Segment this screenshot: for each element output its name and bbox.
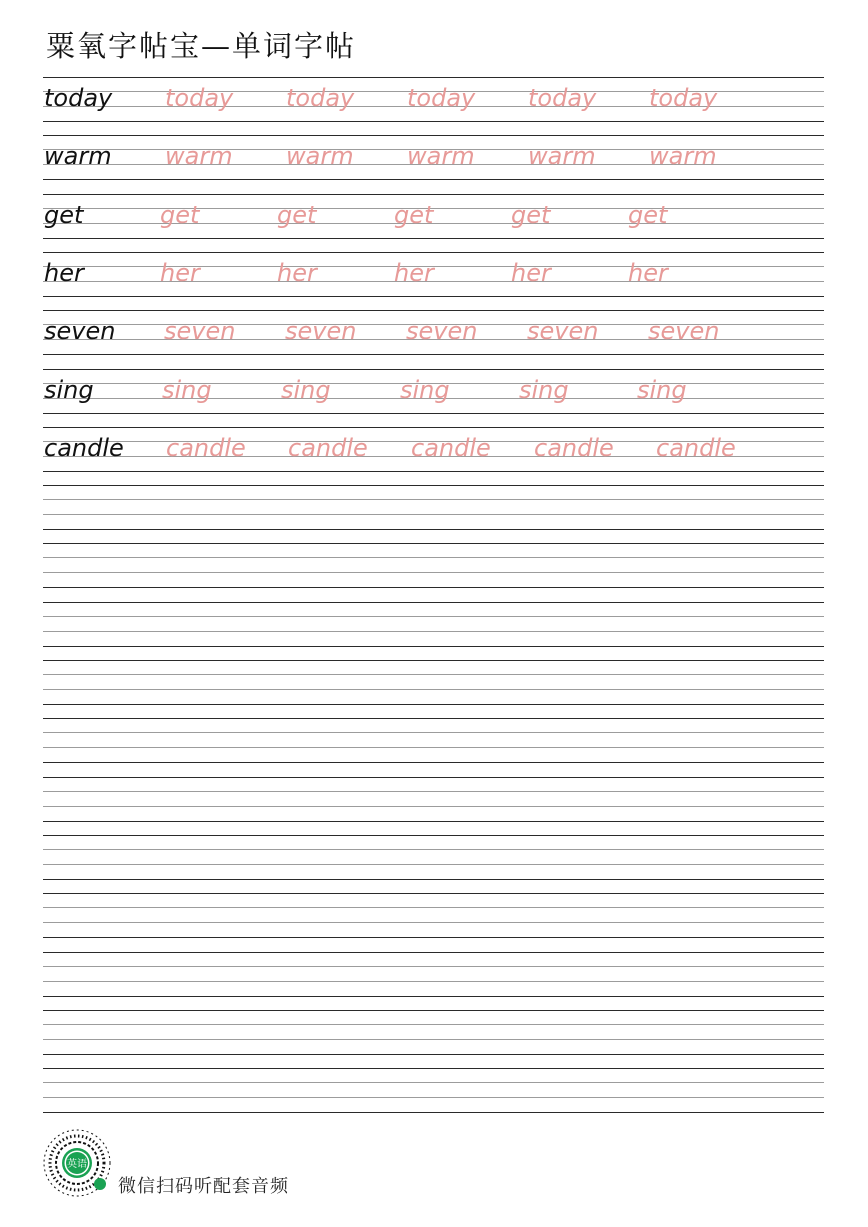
rule-line-base bbox=[43, 514, 824, 515]
rule-line-base bbox=[43, 922, 824, 923]
word-row bbox=[43, 427, 824, 471]
rule-line-top bbox=[43, 369, 824, 370]
trace-word: sing bbox=[400, 375, 450, 404]
word-row bbox=[43, 135, 824, 179]
word-row bbox=[43, 194, 824, 238]
rule-line-base bbox=[43, 806, 824, 807]
rule-line-bot bbox=[43, 238, 824, 239]
rule-line-bot bbox=[43, 296, 824, 297]
rule-line-bot bbox=[43, 879, 824, 880]
rule-line-top bbox=[43, 1068, 824, 1069]
blank-practice-row bbox=[43, 835, 824, 879]
trace-word: candle bbox=[656, 433, 736, 462]
rule-line-top bbox=[43, 718, 824, 719]
word-row bbox=[43, 369, 824, 413]
rule-line-top bbox=[43, 135, 824, 136]
trace-word: today bbox=[407, 84, 476, 112]
rule-line-base bbox=[43, 572, 824, 573]
practice-sheet bbox=[43, 77, 824, 1117]
trace-word: warm bbox=[165, 142, 233, 171]
rule-line-top bbox=[43, 893, 824, 894]
word-row bbox=[43, 310, 824, 354]
rule-line-base bbox=[43, 747, 824, 748]
trace-word: get bbox=[628, 200, 668, 229]
trace-word: today bbox=[649, 84, 718, 112]
trace-word: today bbox=[165, 84, 234, 112]
rule-line-top bbox=[43, 485, 824, 486]
blank-practice-row bbox=[43, 543, 824, 587]
trace-word: candle bbox=[411, 433, 491, 462]
trace-word: seven bbox=[164, 317, 236, 346]
trace-word: get bbox=[394, 200, 434, 229]
trace-word: today bbox=[286, 84, 355, 112]
blank-practice-row bbox=[43, 1068, 824, 1112]
rule-line-bot bbox=[43, 646, 824, 647]
blank-practice-row bbox=[43, 602, 824, 646]
rule-line-mid bbox=[43, 732, 824, 733]
trace-word: candle bbox=[166, 433, 246, 462]
trace-word: get bbox=[511, 200, 551, 229]
trace-word: candle bbox=[534, 433, 614, 462]
word-row bbox=[43, 77, 824, 121]
rule-line-base bbox=[43, 864, 824, 865]
rule-line-bot bbox=[43, 413, 824, 414]
trace-word: warm bbox=[649, 142, 717, 171]
rule-line-bot bbox=[43, 354, 824, 355]
model-word: sing bbox=[44, 375, 94, 404]
rule-line-base bbox=[43, 689, 824, 690]
trace-word: warm bbox=[528, 142, 596, 171]
rule-line-bot bbox=[43, 996, 824, 997]
model-word: seven bbox=[44, 317, 116, 346]
rule-line-base bbox=[43, 1097, 824, 1098]
trace-word: today bbox=[528, 84, 597, 112]
rule-line-mid bbox=[43, 1024, 824, 1025]
rule-line-bot bbox=[43, 821, 824, 822]
trace-word: her bbox=[511, 258, 551, 287]
rule-line-mid bbox=[43, 557, 824, 558]
rule-line-mid bbox=[43, 499, 824, 500]
rule-line-bot bbox=[43, 762, 824, 763]
rule-line-bot bbox=[43, 1054, 824, 1055]
trace-word: sing bbox=[637, 375, 687, 404]
trace-word: seven bbox=[406, 317, 478, 346]
trace-word: seven bbox=[648, 317, 720, 346]
blank-practice-row bbox=[43, 1010, 824, 1054]
rule-line-mid bbox=[43, 907, 824, 908]
qr-code[interactable] bbox=[42, 1128, 112, 1198]
rule-line-bot bbox=[43, 704, 824, 705]
trace-word: get bbox=[160, 200, 200, 229]
trace-word: her bbox=[277, 258, 317, 287]
model-word: her bbox=[44, 258, 84, 287]
trace-word: her bbox=[394, 258, 434, 287]
rule-line-base bbox=[43, 631, 824, 632]
trace-word: her bbox=[628, 258, 668, 287]
trace-word: candle bbox=[288, 433, 368, 462]
rule-line-mid bbox=[43, 1082, 824, 1083]
blank-practice-row bbox=[43, 893, 824, 937]
blank-practice-row bbox=[43, 718, 824, 762]
rule-line-bot bbox=[43, 587, 824, 588]
blank-practice-row bbox=[43, 952, 824, 996]
trace-word: sing bbox=[281, 375, 331, 404]
trace-word: sing bbox=[162, 375, 212, 404]
blank-practice-row bbox=[43, 660, 824, 704]
rule-line-mid bbox=[43, 849, 824, 850]
rule-line-base bbox=[43, 981, 824, 982]
trace-word: warm bbox=[407, 142, 475, 171]
rule-line-bot bbox=[43, 937, 824, 938]
rule-line-top bbox=[43, 602, 824, 603]
trace-word: seven bbox=[285, 317, 357, 346]
rule-line-mid bbox=[43, 791, 824, 792]
rule-line-top bbox=[43, 252, 824, 253]
rule-line-mid bbox=[43, 966, 824, 967]
rule-line-bot bbox=[43, 121, 824, 122]
trace-word: her bbox=[160, 258, 200, 287]
rule-line-top bbox=[43, 543, 824, 544]
rule-line-bot bbox=[43, 1112, 824, 1113]
rule-line-mid bbox=[43, 674, 824, 675]
rule-line-top bbox=[43, 77, 824, 78]
footer-caption: 微信扫码听配套音频 bbox=[118, 1176, 289, 1197]
rule-line-top bbox=[43, 310, 824, 311]
qr-badge-text: 英语 bbox=[67, 1159, 87, 1170]
rule-line-bot bbox=[43, 529, 824, 530]
rule-line-top bbox=[43, 835, 824, 836]
trace-word: warm bbox=[286, 142, 354, 171]
rule-line-top bbox=[43, 777, 824, 778]
trace-word: sing bbox=[519, 375, 569, 404]
rule-line-top bbox=[43, 660, 824, 661]
rule-line-top bbox=[43, 1010, 824, 1011]
word-row bbox=[43, 252, 824, 296]
rule-line-mid bbox=[43, 616, 824, 617]
rule-line-base bbox=[43, 1039, 824, 1040]
trace-word: seven bbox=[527, 317, 599, 346]
blank-practice-row bbox=[43, 485, 824, 529]
model-word: today bbox=[44, 84, 113, 112]
rule-line-top bbox=[43, 427, 824, 428]
model-word: candle bbox=[44, 433, 124, 462]
model-word: warm bbox=[44, 142, 112, 171]
rule-line-bot bbox=[43, 471, 824, 472]
trace-word: get bbox=[277, 200, 317, 229]
model-word: get bbox=[44, 200, 84, 229]
rule-line-top bbox=[43, 952, 824, 953]
blank-practice-row bbox=[43, 777, 824, 821]
rule-line-top bbox=[43, 194, 824, 195]
rule-line-bot bbox=[43, 179, 824, 180]
page-title: 粟氧字帖宝—单词字帖 bbox=[46, 29, 357, 63]
